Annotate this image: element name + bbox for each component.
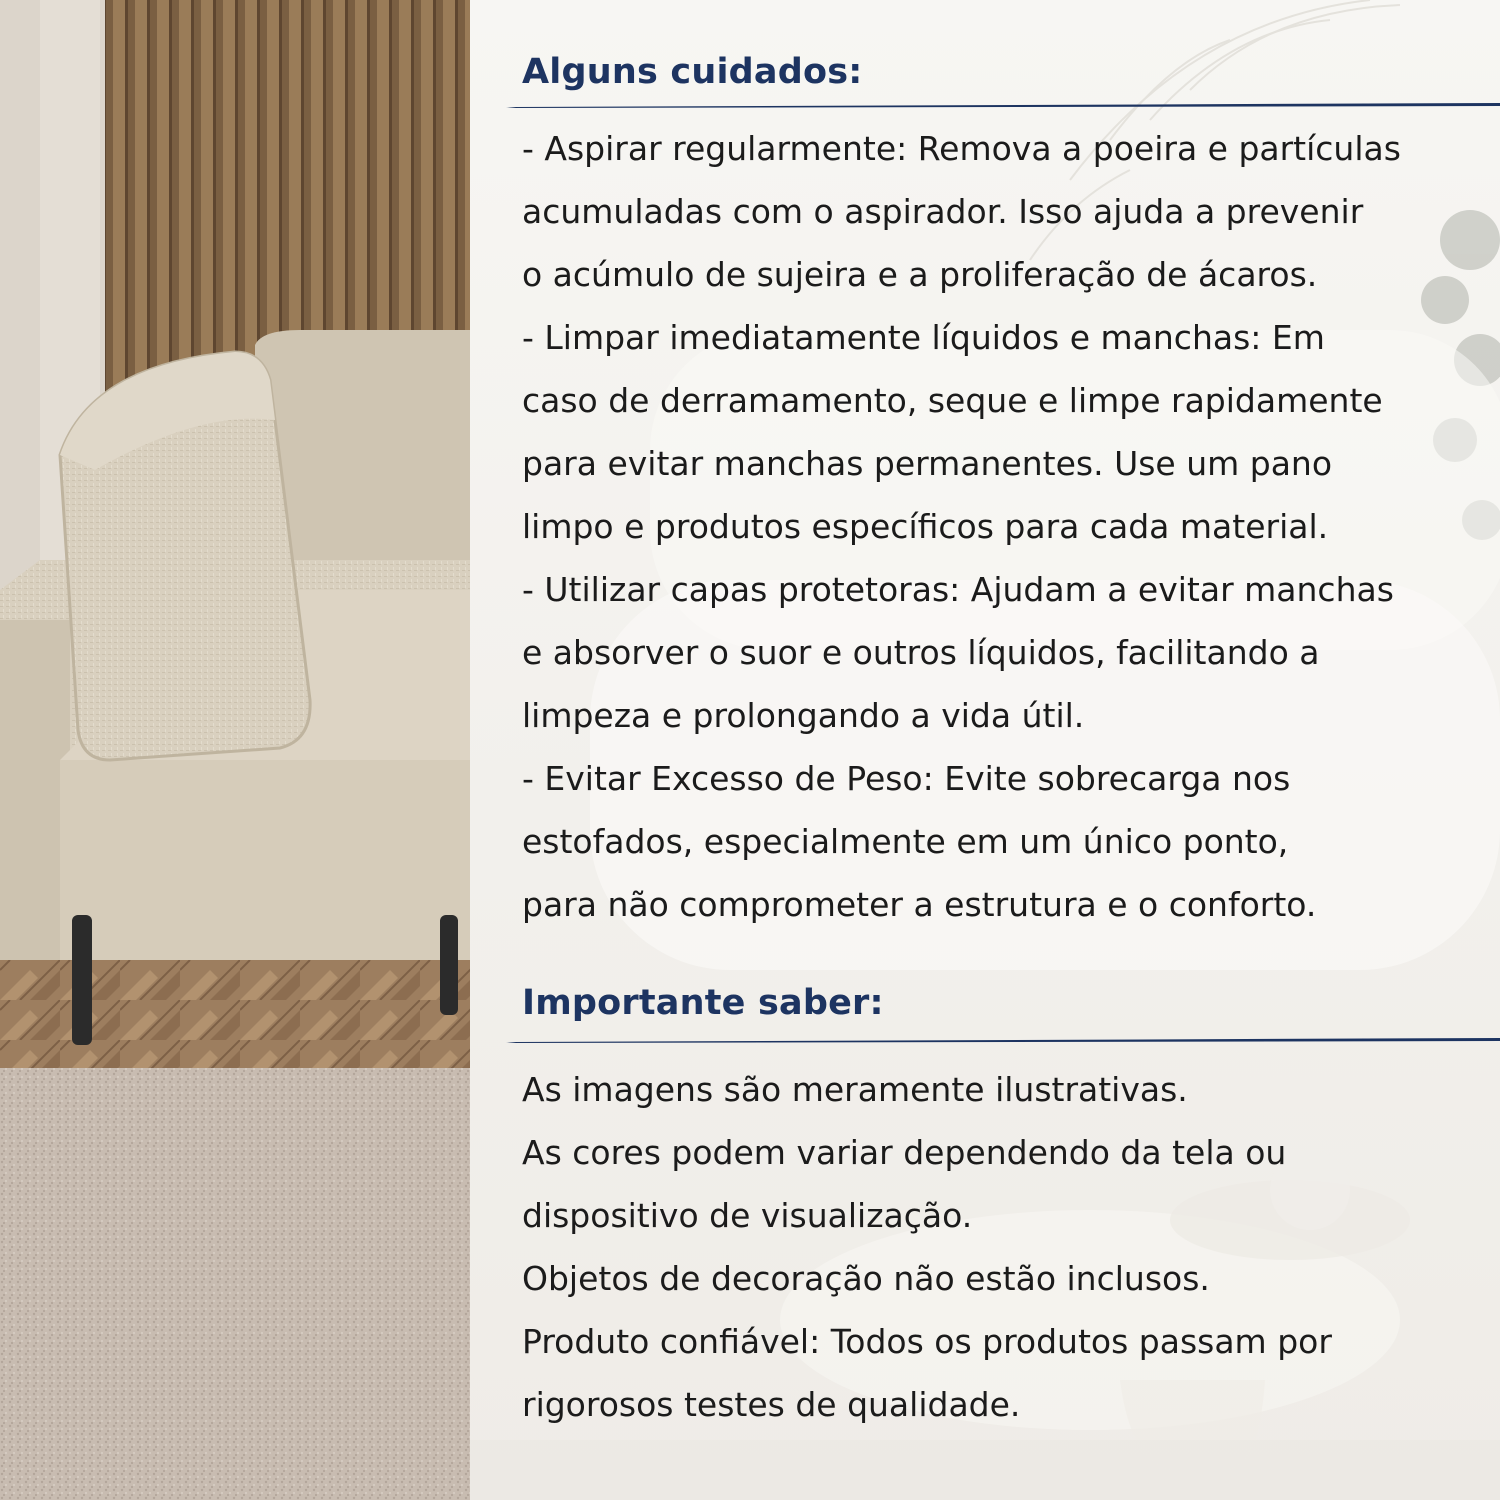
care-line: estofados, especialmente em um único ponto,	[522, 822, 1289, 861]
important-line: rigorosos testes de qualidade.	[522, 1385, 1021, 1424]
important-heading-rule	[506, 1035, 1500, 1045]
info-panel	[470, 0, 1500, 1500]
important-line: Produto confiável: Todos os produtos passam por	[522, 1322, 1332, 1361]
care-line: acumuladas com o aspirador. Isso ajuda a prevenir	[522, 192, 1364, 231]
care-text	[522, 117, 1482, 936]
care-line: - Limpar imediatamente líquidos e manchas: Em	[522, 318, 1325, 357]
care-line: para evitar manchas permanentes. Use um pano	[522, 444, 1333, 483]
important-heading: Importante saber:	[522, 983, 884, 1023]
care-line: - Utilizar capas protetoras: Ajudam a evitar manchas	[522, 570, 1394, 609]
sofa-photo	[0, 0, 470, 1500]
care-line: o acúmulo de sujeira e a proliferação de ácaros.	[522, 255, 1318, 294]
important-line: dispositivo de visualização.	[522, 1196, 973, 1235]
important-line: Objetos de decoração não estão inclusos.	[522, 1259, 1210, 1298]
care-line: caso de derramamento, seque e limpe rapidamente	[522, 381, 1383, 420]
care-heading: Alguns cuidados:	[522, 52, 863, 92]
important-line: As imagens são meramente ilustrativas.	[522, 1070, 1188, 1109]
care-line: limpeza e prolongando a vida útil.	[522, 696, 1085, 735]
care-line: - Evitar Excesso de Peso: Evite sobrecarga nos	[522, 759, 1291, 798]
important-line: As cores podem variar dependendo da tela ou	[522, 1133, 1287, 1172]
care-line: e absorver o suor e outros líquidos, facilitando a	[522, 633, 1320, 672]
important-text	[522, 1058, 1482, 1436]
care-line: para não comprometer a estrutura e o conforto.	[522, 885, 1317, 924]
care-line: limpo e produtos específicos para cada material.	[522, 507, 1329, 546]
care-line: - Aspirar regularmente: Remova a poeira e partículas	[522, 129, 1401, 168]
care-heading-rule	[506, 100, 1500, 110]
